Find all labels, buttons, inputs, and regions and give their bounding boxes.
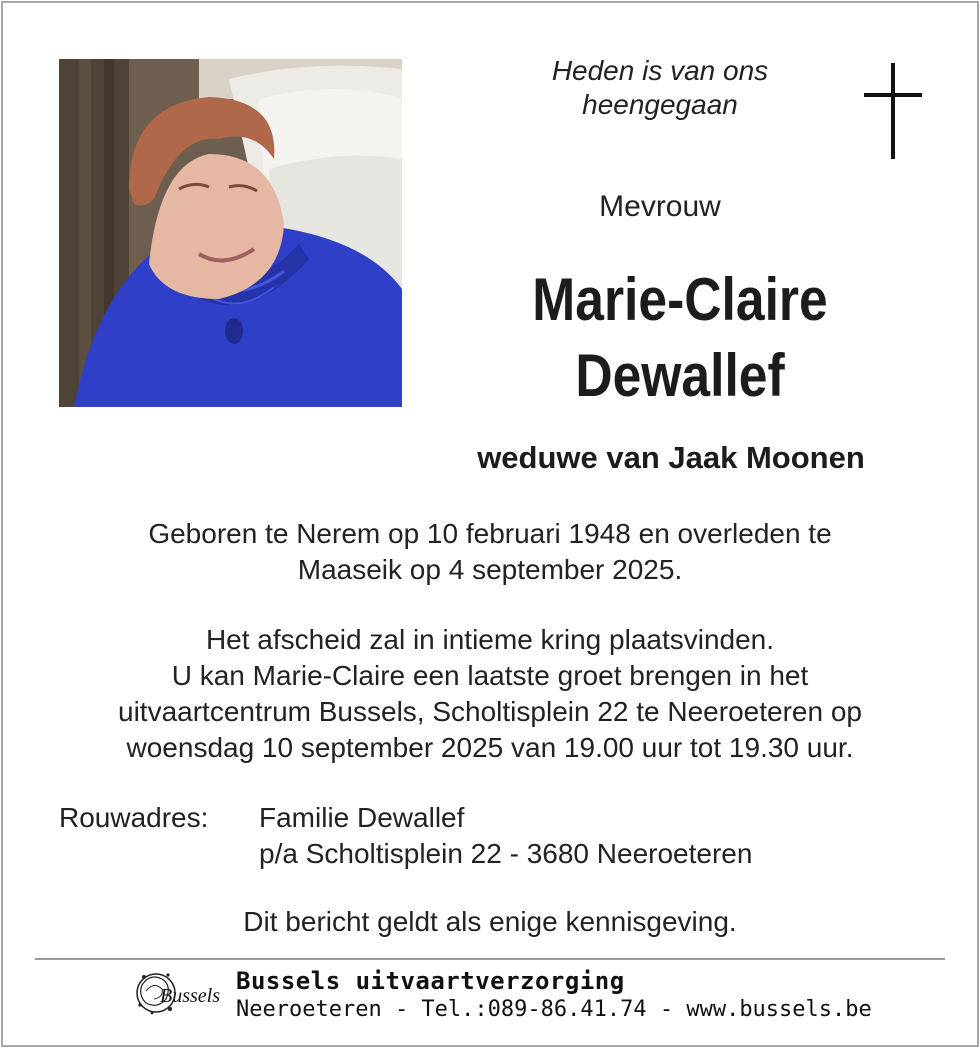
intro-text	[500, 54, 820, 122]
address-block	[259, 800, 752, 872]
birth-death-line-2: Maaseik op 4 september 2025.	[297, 554, 683, 585]
spouse-note: weduwe van Jaak Moonen	[477, 440, 865, 475]
deceased-name	[474, 262, 887, 414]
ornamental-logo-icon	[132, 965, 224, 1023]
farewell-line-2: U kan Marie-Claire een laatste groet brengen in het	[171, 660, 809, 691]
birth-death-line-1: Geboren te Nerem op 10 februari 1948 en overleden te	[148, 518, 832, 549]
birth-death-paragraph	[40, 516, 940, 588]
farewell-paragraph	[40, 622, 940, 766]
cross-icon	[864, 63, 922, 159]
farewell-line-1: Het afscheid zal in intieme kring plaatsvinden.	[205, 624, 775, 655]
farewell-line-4: woensdag 10 september 2025 van 19.00 uur tot 19.30 uur.	[126, 732, 854, 763]
intro-line-1: Heden is van ons	[551, 55, 769, 86]
footer-divider	[35, 958, 945, 960]
undertaker-info	[236, 966, 872, 1024]
honorific: Mevrouw	[599, 190, 721, 223]
logo-wordmark: Bussels	[160, 985, 220, 1007]
farewell-line-3: uitvaartcentrum Bussels, Scholtisplein 22 te Neeroeteren op	[118, 696, 862, 727]
first-name: Marie-Claire	[532, 266, 828, 333]
portrait-illustration	[59, 59, 402, 407]
notice-text: Dit bericht geldt als enige kennisgeving.	[243, 906, 737, 937]
address-line-2: p/a Scholtisplein 22 - 3680 Neeroeteren	[259, 838, 753, 869]
undertaker-name: Bussels uitvaartverzorging	[236, 967, 625, 995]
address-line-1: Familie Dewallef	[259, 802, 465, 833]
undertaker-contact: Neeroeteren - Tel.:089-86.41.74 - www.bussels.be	[236, 997, 872, 1022]
address-label: Rouwadres:	[59, 802, 209, 833]
last-name: Dewallef	[575, 342, 785, 409]
intro-line-2: heengegaan	[582, 89, 738, 120]
portrait-photo	[59, 59, 402, 407]
